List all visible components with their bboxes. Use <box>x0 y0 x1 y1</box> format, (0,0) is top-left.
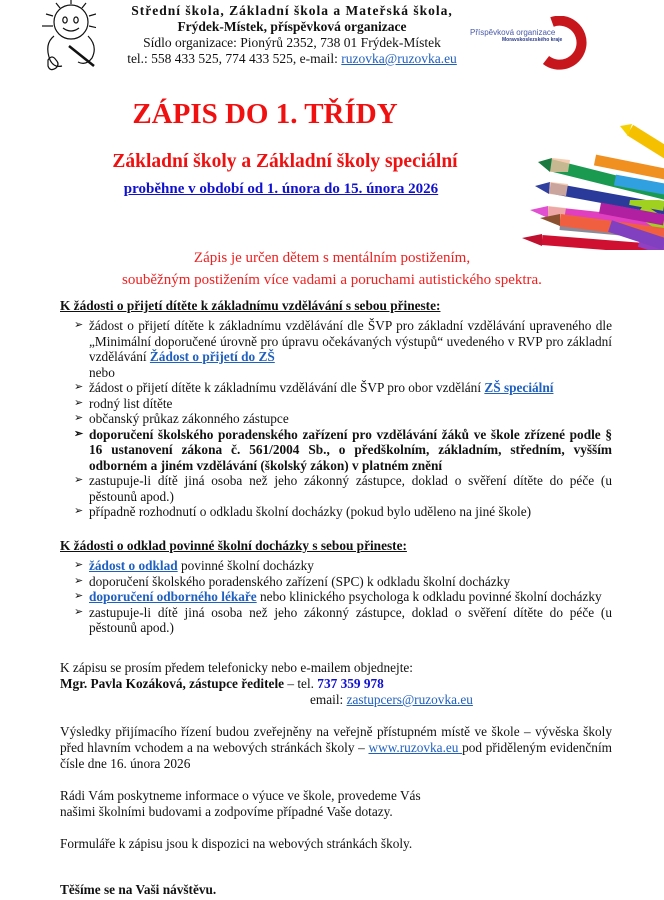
school-contacts <box>112 51 472 67</box>
bullet-arrow-icon: ➢ <box>74 605 84 618</box>
school-email-link[interactable]: ruzovka@ruzovka.eu <box>341 51 457 66</box>
info-paragraph: Rádi Vám poskytneme informace o výuce ve škole, provedeme Vás našimi školními budovami a zodpovíme případné Vaše dotazy. <box>60 788 421 819</box>
contact-block <box>60 660 612 708</box>
section2-heading: K žádosti o odklad povinné školní docházky s sebou přineste: <box>60 538 407 553</box>
school-name: Střední škola, Základní škola a Mateřská škola, <box>131 3 453 18</box>
bullet-arrow-icon: ➢ <box>74 574 84 587</box>
intro-text <box>0 247 664 291</box>
forms-paragraph: Formuláře k zápisu jsou k dispozici na webových stránkách školy. <box>60 836 413 851</box>
list-item: ➢ rodný list dítěte <box>74 395 173 411</box>
region-badge-ring <box>542 16 592 72</box>
list-item: ➢ doporučení školského poradenského zařízení pro vzdělávání žáků ve škole zřízené podle § 16 ustanovení zákona č. 561/2004 Sb., o předškolním, základním, středním, vyšším odborném a jiném vzdělávání (školský zákon) v platném znění <box>74 426 612 473</box>
page-title: ZÁPIS DO 1. TŘÍDY <box>132 98 398 130</box>
section2-list <box>60 558 612 636</box>
colored-pencils-image-lower <box>540 200 664 250</box>
page-subtitle: Základní školy a Základní školy speciální <box>112 151 458 172</box>
list-item: ➢ žádost o přijetí dítěte k základnímu vzdělávání dle ŠVP pro základní vzdělávání upraveného dle „Minimální doporučené úrovně pro úpravu očekávaných výstupů“ uvedeného v RVP pro základní vzdělávání Žádost o přijetí do ZŠ nebo <box>74 318 612 380</box>
school-logo-sun <box>14 0 96 74</box>
results-paragraph: Výsledky přijímacího řízení budou zveřejněny na veřejně přístupném místě ve škole – vývěska školy před hlavním vchodem a na webových stránkách školy – www.ruzovka.eu pod přiděleným evidenčním čísle dne 16. února 2026 <box>60 724 612 771</box>
list-item: ➢ občanský průkaz zákonného zástupce <box>74 411 289 426</box>
list-item: ➢ zastupuje-li dítě jiná osoba než jeho zákonný zástupce, doklad o svěření dítěte do péče (u pěstounů apod.) <box>74 473 612 504</box>
bullet-arrow-icon: ➢ <box>74 427 84 440</box>
badge-line1: Příspěvková organizace <box>470 28 556 37</box>
school-city: Frýdek-Místek, příspěvková organizace <box>177 19 407 34</box>
zs-specialni-link[interactable]: ZŠ speciální <box>484 380 554 395</box>
website-link[interactable]: www.ruzovka.eu <box>368 740 463 755</box>
list-item: ➢ případně rozhodnutí o odkladu školní docházky (pokud bylo uděleno na jiné škole) <box>74 504 532 519</box>
intro-line1: Zápis je určen dětem s mentálním postižením, <box>193 250 471 266</box>
zadost-prijeti-zs-link[interactable]: Žádost o přijetí do ZŠ <box>149 349 275 364</box>
zadost-odklad-link[interactable]: žádost o odklad <box>89 558 178 573</box>
contact-intro: K zápisu se prosím předem telefonicky nebo e-mailem objednejte: <box>60 660 413 675</box>
bullet-arrow-icon: ➢ <box>74 381 84 393</box>
list-item: ➢ žádost o přijetí dítěte k základnímu vzdělávání dle ŠVP pro obor vzdělání ZŠ speciální <box>74 380 554 395</box>
bullet-arrow-icon: ➢ <box>74 474 84 486</box>
intro-line2: souběžným postižením více vadami a poruchami autistického spektra. <box>122 272 542 288</box>
bullet-arrow-icon: ➢ <box>74 590 84 602</box>
contact-phone: 737 359 978 <box>317 676 384 691</box>
contact-person: Mgr. Pavla Kozáková, zástupce ředitele – tel. 737 359 978 <box>60 676 384 691</box>
bullet-arrow-icon: ➢ <box>74 396 84 409</box>
bullet-arrow-icon: ➢ <box>74 505 84 517</box>
enrollment-period: proběhne v období od 1. února do 15. února 2026 <box>123 181 439 197</box>
closing-text: Těšíme se na Vaši návštěvu. <box>60 882 217 897</box>
bullet-arrow-icon: ➢ <box>74 412 84 424</box>
school-header <box>112 3 472 67</box>
contact-email-link[interactable]: zastupcers@ruzovka.eu <box>346 692 473 707</box>
bullet-arrow-icon: ➢ <box>74 319 84 331</box>
list-item: ➢ doporučení školského poradenského zařízení (SPC) k odkladu školní docházky <box>74 573 510 589</box>
doporuceni-lekare-link[interactable]: doporučení odborného lékaře <box>89 589 257 604</box>
section1-list <box>60 318 612 520</box>
phone-numbers: tel.: 558 433 525, 774 433 525, e-mail: <box>127 51 342 66</box>
list-item: ➢ zastupuje-li dítě jiná osoba než jeho zákonný zástupce, doklad o svěření dítěte do péče (u pěstounů apod.) <box>74 604 612 635</box>
or-text: nebo <box>89 364 115 380</box>
school-address: Sídlo organizace: Pionýrů 2352, 738 01 Frýdek-Místek <box>143 35 441 50</box>
contact-email-row: email: zastupcers@ruzovka.eu <box>310 692 473 707</box>
badge-line2: Moravskoslezského kraje <box>502 37 563 43</box>
bullet-arrow-icon: ➢ <box>74 559 84 571</box>
list-item: ➢ žádost o odklad povinné školní docházky <box>74 558 314 573</box>
list-item: ➢ doporučení odborného lékaře nebo klinického psychologa k odkladu povinné školní docházky <box>74 589 602 604</box>
section1-heading: K žádosti o přijetí dítěte k základnímu vzdělávání s sebou přineste: <box>60 298 441 313</box>
